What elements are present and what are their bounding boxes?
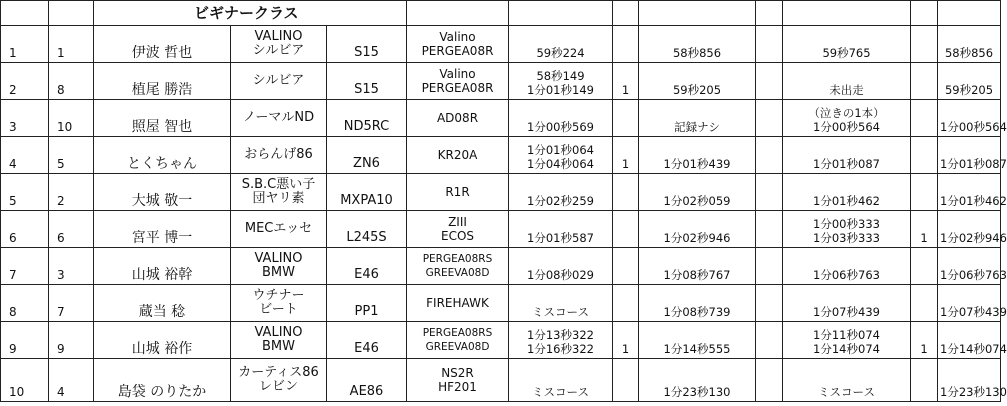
cell-line: 1分08秒029 [527,268,594,282]
position-cell: 10 [1,359,49,402]
run3-penalty-cell: 1 [911,322,938,359]
driver-name-cell: 蔵当 稔 [94,285,231,322]
cell-line: 1分14秒555 [663,342,731,356]
result-row [1,63,1001,100]
run1-time-cell [509,100,613,137]
cell-line: ウチナー [252,288,305,303]
car-name-cell [231,63,327,100]
run1-time-cell [509,211,613,248]
model-code-cell: PP1 [327,285,407,322]
cell-line: MECエッセ [244,221,313,236]
cell-line: VALINO [254,29,303,44]
header-empty-cell [49,1,94,26]
tire-cell [407,26,509,63]
car-number-cell: 5 [49,137,94,174]
run1-penalty-cell [613,359,639,402]
tire-cell [407,174,509,211]
driver-name-cell: 宮平 博一 [94,211,231,248]
header-empty-cell [911,1,938,26]
run1-time-cell [509,322,613,359]
cell-line: 1分01秒462 [813,194,880,208]
run2-penalty-cell [756,174,783,211]
run1-time-cell [509,137,613,174]
tire-cell [407,137,509,174]
car-number-cell: 4 [49,359,94,402]
run1-penalty-cell [613,285,639,322]
run2-time-cell [639,359,756,402]
best-time-cell: 58秒856 [938,26,1001,63]
car-name-cell [231,322,327,359]
tire-cell [407,100,509,137]
cell-line: 1分02秒259 [527,194,594,208]
header-row [1,1,1001,26]
position-cell: 5 [1,174,49,211]
cell-line: 1分23秒130 [663,385,731,399]
driver-name-cell: とくちゃん [94,137,231,174]
cell-line: シルビア [252,73,305,88]
run3-penalty-cell: 1 [911,211,938,248]
run3-penalty-cell [911,26,938,63]
run2-penalty-cell [756,100,783,137]
result-row [1,100,1001,137]
run2-time-cell [639,322,756,359]
cell-line: 1分01秒439 [663,157,731,171]
class-title: ビギナークラス [94,1,407,26]
run1-time-cell [509,248,613,285]
position-cell: 7 [1,248,49,285]
cell-line: 1分07秒439 [813,305,880,319]
cell-line: ECOS [440,229,475,243]
car-name-cell [231,100,327,137]
run1-penalty-cell [613,211,639,248]
run2-time-cell [639,100,756,137]
cell-line: 1分01秒087 [813,157,880,171]
position-cell: 2 [1,63,49,100]
run2-time-cell [639,174,756,211]
cell-line: 1分00秒564 [813,120,880,134]
driver-name-cell: 大城 敬一 [94,174,231,211]
car-number-cell: 10 [49,100,94,137]
tire-cell [407,211,509,248]
best-time-cell: 1分01秒462 [938,174,1001,211]
run2-penalty-cell [756,248,783,285]
tire-cell [407,248,509,285]
run3-penalty-cell [911,285,938,322]
model-code-cell: S15 [327,26,407,63]
run2-penalty-cell [756,26,783,63]
run3-penalty-cell [911,174,938,211]
cell-line: 1分00秒333 [813,217,880,231]
run1-penalty-cell [613,26,639,63]
car-number-cell: 3 [49,248,94,285]
car-name-cell [231,137,327,174]
car-name-cell [231,26,327,63]
best-time-cell: 1分14秒074 [938,322,1001,359]
cell-line: 1分02秒059 [663,194,731,208]
cell-line: 1分04秒064 [527,157,594,171]
cell-line: おらんげ86 [244,147,313,162]
cell-line: AD08R [436,111,479,125]
run3-penalty-cell [911,63,938,100]
cell-line: PERGEA08R [421,44,494,58]
car-number-cell: 8 [49,63,94,100]
cell-line: PERGEA08RS [422,253,493,265]
cell-line: GREEVA08D [425,341,490,353]
car-name-cell [231,211,327,248]
header-empty-cell [509,1,613,26]
cell-line: FIREHAWK [426,296,489,310]
cell-line: 1分16秒322 [527,342,594,356]
cell-line: PERGEA08R [421,81,494,95]
cell-line: KR20A [437,148,478,162]
cell-line: VALINO [254,325,303,340]
cell-line: GREEVA08D [425,267,490,279]
car-name-cell [231,174,327,211]
cell-line: Valino [439,67,476,81]
run2-penalty-cell [756,137,783,174]
cell-line: 1分03秒333 [813,231,880,245]
position-cell: 6 [1,211,49,248]
run3-time-cell [783,322,911,359]
cell-line: 1分00秒569 [527,120,594,134]
cell-line: 1分08秒767 [663,268,731,282]
model-code-cell: E46 [327,248,407,285]
position-cell: 3 [1,100,49,137]
best-time-cell: 1分06秒763 [938,248,1001,285]
run3-penalty-cell [911,100,938,137]
cell-line: ミスコース [818,385,875,399]
tire-cell [407,285,509,322]
run3-time-cell [783,248,911,285]
cell-line: ZIII [448,215,467,229]
header-empty-cell [407,1,509,26]
cell-line: PERGEA08RS [422,327,493,339]
driver-name-cell: 島袋 のりたか [94,359,231,402]
cell-line: 58秒149 [536,69,585,83]
car-number-cell: 7 [49,285,94,322]
run1-penalty-cell [613,100,639,137]
model-code-cell: AE86 [327,359,407,402]
car-number-cell: 6 [49,211,94,248]
cell-line: 1分11秒074 [813,328,880,342]
run2-penalty-cell [756,285,783,322]
cell-line: Valino [439,30,476,44]
run1-time-cell [509,63,613,100]
run2-penalty-cell [756,211,783,248]
best-time-cell: 59秒205 [938,63,1001,100]
run3-time-cell [783,211,911,248]
model-code-cell: S15 [327,63,407,100]
cell-line: R1R [445,185,470,199]
cell-line: 1分13秒322 [527,328,594,342]
run3-penalty-cell [911,359,938,402]
cell-line: 1分06秒763 [813,268,880,282]
cell-line: 未出走 [829,83,864,97]
run2-time-cell [639,26,756,63]
run3-time-cell [783,137,911,174]
result-row [1,211,1001,248]
cell-line: 59秒205 [672,83,722,97]
result-row [1,322,1001,359]
model-code-cell: L245S [327,211,407,248]
driver-name-cell: 山城 裕幹 [94,248,231,285]
run2-penalty-cell [756,359,783,402]
cell-line: カーティス86 [238,365,319,380]
tire-cell [407,359,509,402]
header-empty-cell [938,1,1001,26]
run3-time-cell [783,174,911,211]
cell-line: 団ヤリ素 [252,191,305,206]
cell-line: S.B.C悪い子 [241,177,316,192]
car-number-cell: 1 [49,26,94,63]
run1-penalty-cell: 1 [613,137,639,174]
cell-line: 59秒765 [822,46,871,60]
cell-line: 1分01秒587 [527,231,594,245]
cell-line: （泣きの1本） [808,106,885,120]
header-empty-cell [1,1,49,26]
run3-time-cell [783,100,911,137]
result-row [1,285,1001,322]
cell-line: 1分14秒074 [813,342,880,356]
cell-line: ノーマルND [242,110,315,125]
run1-penalty-cell [613,174,639,211]
car-number-cell: 2 [49,174,94,211]
car-name-cell [231,248,327,285]
run1-time-cell [509,359,613,402]
cell-line: VALINO [254,251,303,266]
position-cell: 1 [1,26,49,63]
cell-line: ミスコース [532,385,589,399]
model-code-cell: MXPA10 [327,174,407,211]
tire-cell [407,63,509,100]
run3-time-cell [783,63,911,100]
car-name-cell [231,359,327,402]
cell-line: NS2R [441,366,474,380]
best-time-cell: 1分00秒564 [938,100,1001,137]
cell-line: ビート [259,302,298,317]
cell-line: HF201 [438,380,477,394]
result-row [1,174,1001,211]
run2-time-cell [639,137,756,174]
cell-line: レビン [258,379,298,394]
cell-line: ミスコース [532,305,589,319]
run2-penalty-cell [756,63,783,100]
cell-line: BMW [262,265,295,280]
run1-time-cell [509,285,613,322]
model-code-cell: ND5RC [327,100,407,137]
cell-line: シルビア [252,43,305,58]
run3-penalty-cell [911,137,938,174]
header-empty-cell [639,1,756,26]
run1-penalty-cell: 1 [613,322,639,359]
cell-line: 1分01秒064 [527,143,594,157]
run3-penalty-cell [911,248,938,285]
position-cell: 9 [1,322,49,359]
car-name-cell [231,285,327,322]
cell-line: 1分08秒739 [663,305,731,319]
run3-time-cell [783,359,911,402]
run2-time-cell [639,248,756,285]
model-code-cell: E46 [327,322,407,359]
cell-line: 1分01秒149 [527,83,594,97]
cell-line: 1分02秒946 [663,231,731,245]
result-row [1,26,1001,63]
result-row [1,248,1001,285]
header-empty-cell [783,1,911,26]
best-time-cell: 1分23秒130 [938,359,1001,402]
header-empty-cell [613,1,639,26]
position-cell: 8 [1,285,49,322]
position-cell: 4 [1,137,49,174]
run2-time-cell [639,211,756,248]
run2-penalty-cell [756,322,783,359]
driver-name-cell: 山城 裕作 [94,322,231,359]
driver-name-cell: 伊波 哲也 [94,26,231,63]
best-time-cell: 1分07秒439 [938,285,1001,322]
car-number-cell: 9 [49,322,94,359]
cell-line: 58秒856 [672,46,722,60]
result-row [1,137,1001,174]
run3-time-cell [783,26,911,63]
model-code-cell: ZN6 [327,137,407,174]
driver-name-cell: 植尾 勝浩 [94,63,231,100]
run1-time-cell [509,174,613,211]
run1-penalty-cell [613,248,639,285]
driver-name-cell: 照屋 智也 [94,100,231,137]
run1-penalty-cell: 1 [613,63,639,100]
cell-line: 記録ナシ [674,120,720,134]
results-body [1,1,1007,402]
run1-time-cell [509,26,613,63]
result-row [1,359,1001,402]
run2-time-cell [639,285,756,322]
tire-cell [407,322,509,359]
cell-line: BMW [262,339,295,354]
run2-time-cell [639,63,756,100]
best-time-cell: 1分01秒087 [938,137,1001,174]
cell-line: 59秒224 [536,46,585,60]
run3-time-cell [783,285,911,322]
header-empty-cell [756,1,783,26]
best-time-cell: 1分02秒946 [938,211,1001,248]
